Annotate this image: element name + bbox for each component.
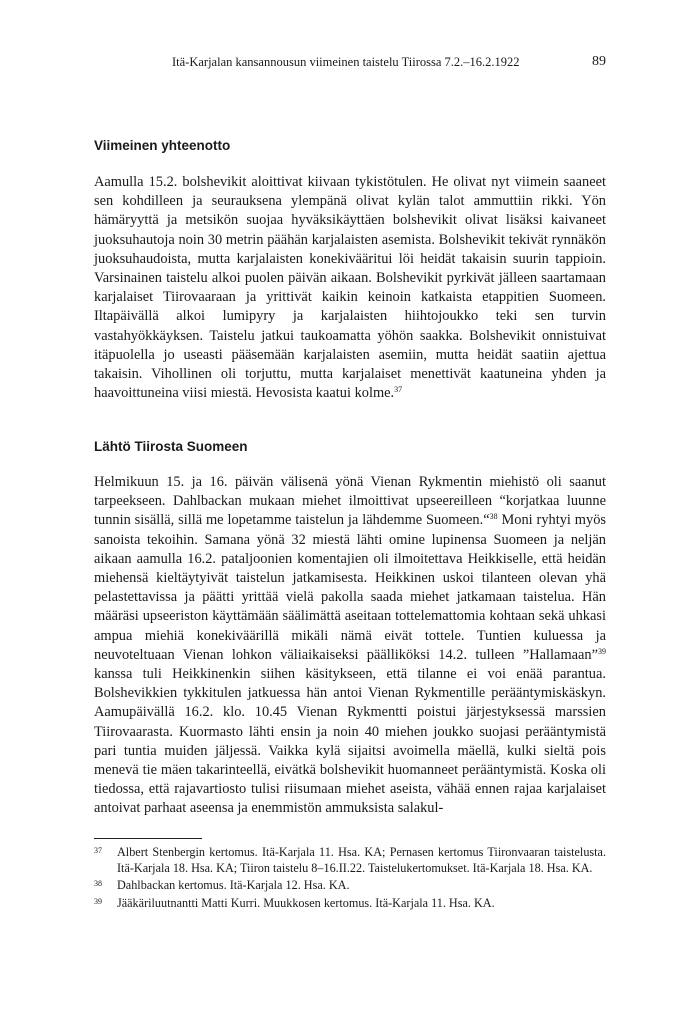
paragraph-text: Moni ryhtyi myös sanoista tekoihin. Samana yönä 32 miestä lähti omine lupinensa Suomeen ja neljän aikaan aamulla 16.2. pataljoonien komentajien oli ilmoitettava Heikkiselle, että heidän miehensä kieltäytyivät taistelun jatkamisesta. Heikkinen uskoi tilanteen olevan yhä pelastettavissa ja päätti yrittää vielä pakolla saada miehet jatkamaan taistelua. Hän määräsi upseeriston käyttämään säälimättä aseitaan tottelemattomia kohtaan sekä uhkasi ampua miehiä konekiväärillä mikäli nämä eivät tottele. Tuntien kuluessa ja neuvoteltuaan Vienan lohkon väliaikaiseksi päälliköksi 14.2. tulleen ”Hallamaan” (94, 512, 606, 663)
footnote-39 (94, 896, 606, 912)
footnote-separator (94, 838, 202, 839)
paragraph-text: kanssa tuli Heikkinenkin siihen käsitykseen, että tilanne ei voi enää parantua. Bolshevikkien tykkitulen jatkuessa hän antoi Vienan Rykmentille perääntymiskäskyn. Aamupäivällä 16.2. klo. 10.45 Vienan Rykmentti poistui järjestyksessä marssien Tiirovaarasta. Kuormasto lähti ensin ja noin 40 miehen joukko suojasi perääntymistä pari tuntia muiden jäljessä. Vaikka kylä sijaitsi avoimella mäellä, kulki sieltä pois menevä tie mäen takarinteellä, eivätkä bolshevikit huomanneet perääntymistä. Koska oli tiedossa, että rajavartiosto tulisi riisumaan miehet aseista, vähää ennen rajaa karjalaiset antoivat parhaat aseensa ja enemmistön ammuksista salakul- (94, 666, 606, 817)
footnote-ref-38[interactable]: 38 (489, 512, 498, 522)
section-heading-departure: Lähtö Tiirosta Suomeen (94, 439, 248, 454)
footnotes (94, 845, 606, 913)
body-paragraph-departure (94, 473, 606, 819)
footnote-37 (94, 845, 606, 876)
paragraph-text: Aamulla 15.2. bolshevikit aloittivat kiivaan tykistötulen. He olivat nyt viimein saaneet sen kohdilleen ja seurauksena ylempänä olivat kylän talot ammuttiin rikki. Yön hämäryyttä ja metsikön suojaa hyväksikäyttäen bolshevikit olivat lisäksi kaivaneet juoksuhautoja noin 30 metrin päähän karjalaisten asemista. Bolshevikit tekivät rynnäkön juoksuhaudoista, mutta karjalaisten konekivääritui löi heidät takaisin suurin tappioin. Varsinainen taistelu alkoi puolen päivän aikaan. Bolshevikit pyrkivät jälleen saartamaan karjalaiset Tiirovaaraan ja yrittivät kaikin keinoin katkaista etappitien Suomeen. Iltapäivällä alkoi lumipyry ja karjalaisten hiihtojoukko teki sen turvin vastahyökkäyksen. Taistelu jatkui taukoamatta yöhön saakka. Bolshevikit onnistuivat itäpuolella jo useasti pääsemään karjalaisten asemiin, mutta heidät saatiin ajettua takaisin. Vihollinen oli torjuttu, mutta karjalaiset menettivät kaatuneina yhden ja haavoittuneina viisi miestä. Hevosista kaatui kolme. (94, 174, 606, 402)
body-paragraph-final-clash (94, 173, 606, 403)
footnote-ref-39[interactable]: 39 (598, 646, 606, 656)
footnote-number: 39 (94, 896, 102, 906)
footnote-number: 38 (94, 879, 102, 889)
footnote-text: Albert Stenbergin kertomus. Itä-Karjala 11. Hsa. KA; Pernasen kertomus Tiironvaaran taistelusta. Itä-Karjala 18. Hsa. KA; Tiiron taistelu 8–16.II.22. Taistelukertomukset. Itä-Karjala 18. Hsa. KA. (117, 845, 606, 875)
running-head (94, 52, 606, 72)
footnote-number: 37 (94, 846, 102, 855)
paragraph-text: Helmikuun 15. ja 16. päivän välisenä yönä Vienan Rykmentin miehistö oli saanut tarpeekseen. Dahlbackan mukaan miehet ilmoittivat upseereilleen “korjatkaa luunne tunnin sisällä, sillä me lopetamme taistelun ja lähdemme Suomeen.“ (94, 474, 606, 529)
footnote-ref-37[interactable]: 37 (394, 385, 403, 395)
footnote-text: Jääkäriluutnantti Matti Kurri. Muukkosen kertomus. Itä-Karjala 11. Hsa. KA. (117, 895, 495, 910)
footnote-38 (94, 878, 606, 894)
footnote-text: Dahlbackan kertomus. Itä-Karjala 12. Hsa. KA. (117, 878, 350, 893)
section-heading-final-clash: Viimeinen yhteenotto (94, 138, 231, 153)
page-number: 89 (592, 54, 606, 69)
running-head-title: Itä-Karjalan kansannousun viimeinen taistelu Tiirossa 7.2.–16.2.1922 (172, 55, 520, 69)
